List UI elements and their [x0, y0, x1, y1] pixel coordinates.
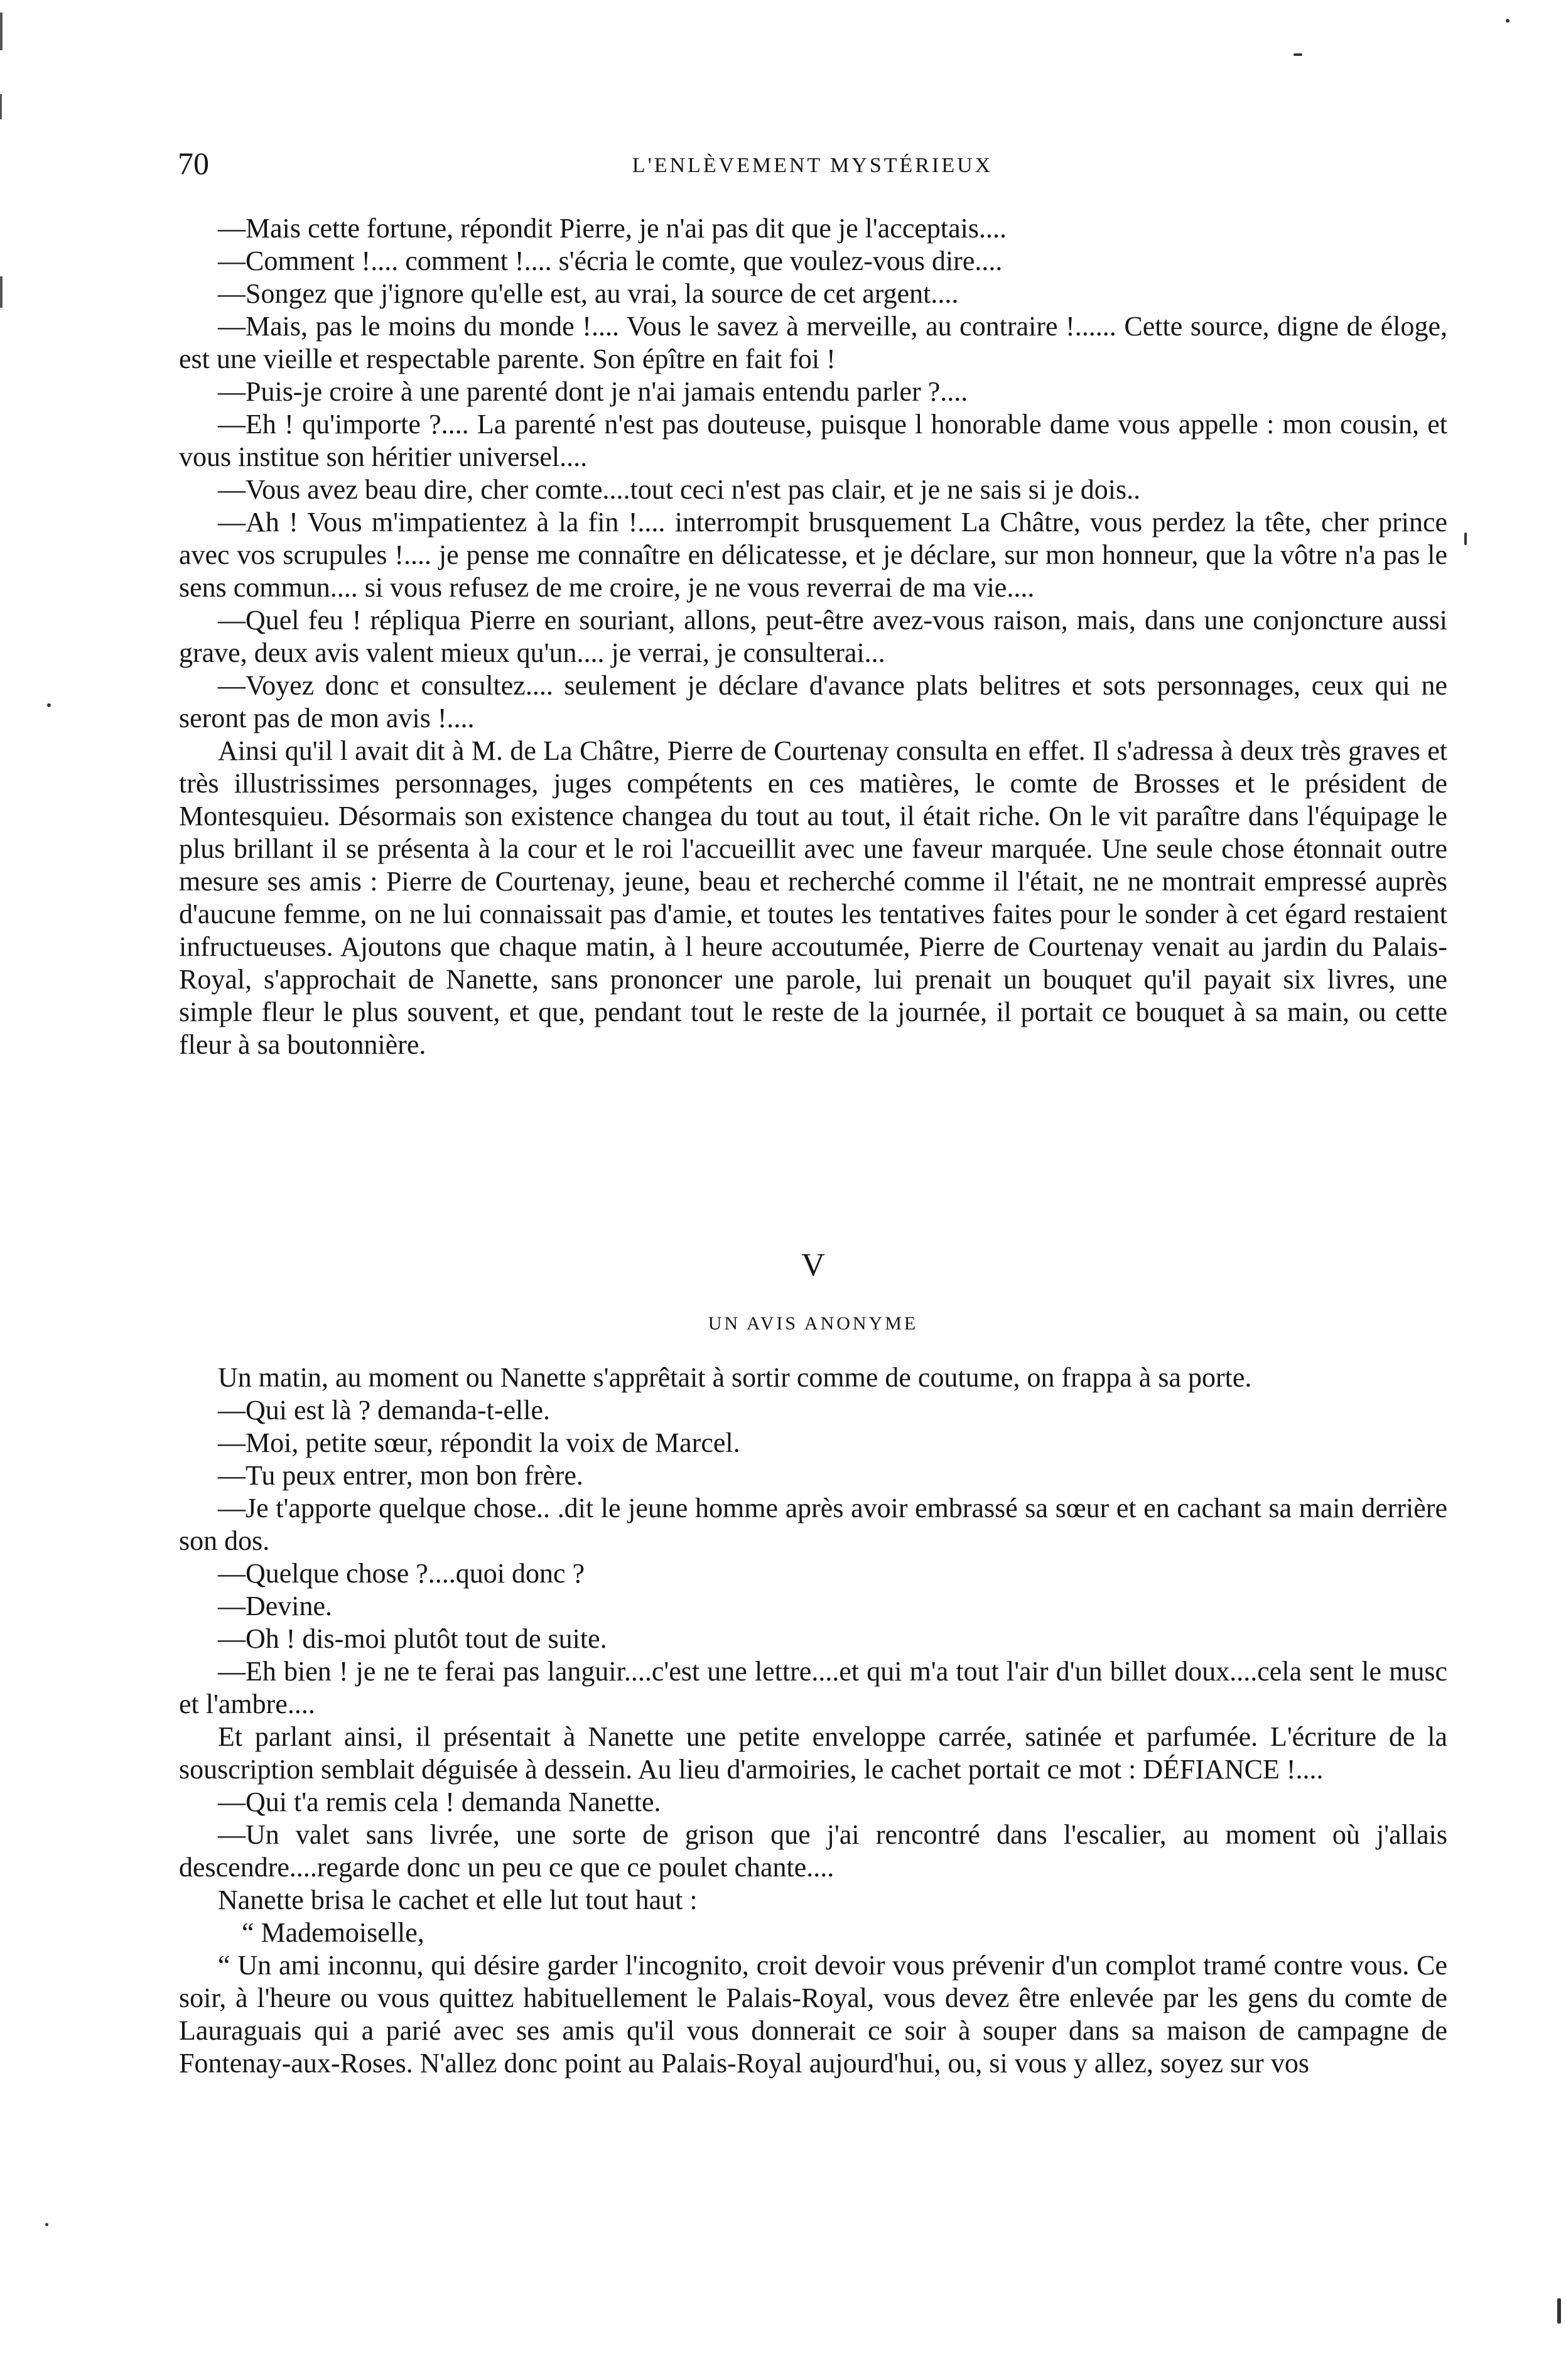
- paragraph: —Eh bien ! je ne te ferai pas languir....c'est une lettre....et qui m'a tout l'air d'un billet doux....cela sent le musc et l'ambre....: [179, 1656, 1447, 1719]
- scan-speck: [1464, 533, 1467, 545]
- paragraph: —Voyez donc et consultez.... seulement je déclare d'avance plats belitres et sots personnages, ceux qui ne seront pas de mon avis !....: [179, 670, 1447, 733]
- paragraph: —Mais cette fortune, répondit Pierre, je n'ai pas dit que je l'acceptais....: [218, 213, 1007, 244]
- bottom-text-block: [179, 1361, 1447, 2080]
- paragraph: —Comment !.... comment !.... s'écria le comte, que voulez-vous dire....: [218, 246, 1003, 276]
- paragraph: —Quel feu ! répliqua Pierre en souriant, allons, peut-être avez-vous raison, mais, dans une conjoncture aussi grave, deux avis valent mieux qu'un.... je verrai, je consulterai...: [179, 605, 1447, 668]
- running-head: [178, 141, 1447, 185]
- paragraph: Nanette brisa le cachet et elle lut tout haut :: [218, 1885, 698, 1915]
- paragraph: —Ah ! Vous m'impatientez à la fin !.... interrompit brusquement La Châtre, vous perdez la tête, cher prince avec vos scrupules !.... je pense me connaître en délicatesse, et je déclare, sur mon honneur, que la vôtre n'a pas le sens commun.... si vous refusez de me croire, je ne vous reverrai de ma vie....: [179, 507, 1447, 603]
- letter-body: “ Un ami inconnu, qui désire garder l'incognito, croit devoir vous prévenir d'un complot tramé contre vous. Ce soir, à l'heure ou vous quittez habituellement le Palais-Royal, vous devez être enlevée par les gens du comte de Lauraguais qui a parié avec ses amis qu'il vous donnerait ce soir à souper dans sa maison de campagne de Fontenay-aux-Roses. N'allez donc point au Palais-Royal aujourd'hui, ou, si vous y allez, soyez sur vos: [179, 1950, 1447, 2079]
- paragraph: —Puis-je croire à une parenté dont je n'ai jamais entendu parler ?....: [218, 376, 968, 407]
- scan-edge-mark: [0, 13, 3, 50]
- chapter-title: UN AVIS ANONYME: [708, 1313, 919, 1334]
- scan-edge-mark: [0, 94, 2, 119]
- scan-speck: [1293, 53, 1302, 56]
- paragraph: —Moi, petite sœur, répondit la voix de Marcel.: [218, 1427, 740, 1458]
- paragraph: —Quelque chose ?....quoi donc ?: [218, 1558, 585, 1589]
- page-number: 70: [178, 146, 209, 181]
- running-title: L'ENLÈVEMENT MYSTÉRIEUX: [632, 154, 993, 177]
- paragraph: —Qui t'a remis cela ! demanda Nanette.: [218, 1787, 661, 1817]
- scan-edge-mark: [0, 276, 3, 308]
- scan-speck: [45, 2223, 48, 2226]
- paragraph: Un matin, au moment ou Nanette s'apprêtait à sortir comme de coutume, on frappa à sa porte.: [218, 1362, 1252, 1393]
- letter-salutation: “ Mademoiselle,: [242, 1917, 424, 1948]
- paragraph: —Un valet sans livrée, une sorte de grison que j'ai rencontré dans l'escalier, au moment où j'allais descendre....regarde donc un peu ce que ce poulet chante....: [179, 1819, 1447, 1883]
- paragraph: —Qui est là ? demanda-t-elle.: [218, 1395, 551, 1425]
- paragraph: —Tu peux entrer, mon bon frère.: [218, 1460, 583, 1491]
- paragraph: —Mais, pas le moins du monde !.... Vous le savez à merveille, au contraire !...... Cette source, digne de éloge, est une vieille et respectable parente. Son épître en fait foi !: [179, 311, 1447, 374]
- paragraph: —Songez que j'ignore qu'elle est, au vrai, la source de cet argent....: [218, 278, 959, 309]
- paragraph: Et parlant ainsi, il présentait à Nanette une petite enveloppe carrée, satinée et parfumée. L'écriture de la souscription semblait déguisée à dessein. Au lieu d'armoiries, le cachet portait ce mot : DÉFIANCE !....: [179, 1721, 1447, 1785]
- scan-speck: [1557, 2298, 1561, 2323]
- paragraph: —Oh ! dis-moi plutôt tout de suite.: [218, 1623, 607, 1654]
- paragraph: —Eh ! qu'importe ?.... La parenté n'est pas douteuse, puisque l honorable dame vous appelle : mon cousin, et vous institue son héritier universel....: [179, 409, 1447, 472]
- scan-speck: [47, 703, 51, 707]
- paragraph: —Vous avez beau dire, cher comte....tout ceci n'est pas clair, et je ne sais si je dois..: [218, 474, 1141, 505]
- paragraph: Ainsi qu'il l avait dit à M. de La Châtre, Pierre de Courtenay consulta en effet. Il s'adressa à deux très graves et très illustrissimes personnages, juges compétents en ces matières, le comte de Brosses et le président de Montesquieu. Désormais son existence changea du tout au tout, il était riche. On le vit paraître dans l'équipage le plus brillant il se présenta à la cour et le roi l'accueillit avec une faveur marquée. Une seule chose étonnait outre mesure ses amis : Pierre de Courtenay, jeune, beau et recherché comme il l'était, ne ne montrait empressé auprès d'aucune femme, on ne lui connaissait pas d'amie, et toutes les tentatives faites pour le sonder à cet égard restaient infructueuses. Ajoutons que chaque matin, à l heure accoutumée, Pierre de Courtenay venait au jardin du Palais-Royal, s'approchait de Nanette, sans prononcer une parole, lui prenait un bouquet qu'il payait six livres, une simple fleur le plus souvent, et que, pendant tout le reste de la journée, il portait ce bouquet à sa main, ou cette fleur à sa boutonnière.: [179, 735, 1447, 1060]
- scan-speck: [1506, 19, 1509, 23]
- paragraph: —Je t'apporte quelque chose.. .dit le jeune homme après avoir embrassé sa sœur et en cachant sa main derrière son dos.: [179, 1493, 1447, 1556]
- top-text-block: [179, 212, 1447, 1061]
- paragraph: —Devine.: [218, 1591, 333, 1621]
- chapter-numeral: V: [801, 1247, 825, 1283]
